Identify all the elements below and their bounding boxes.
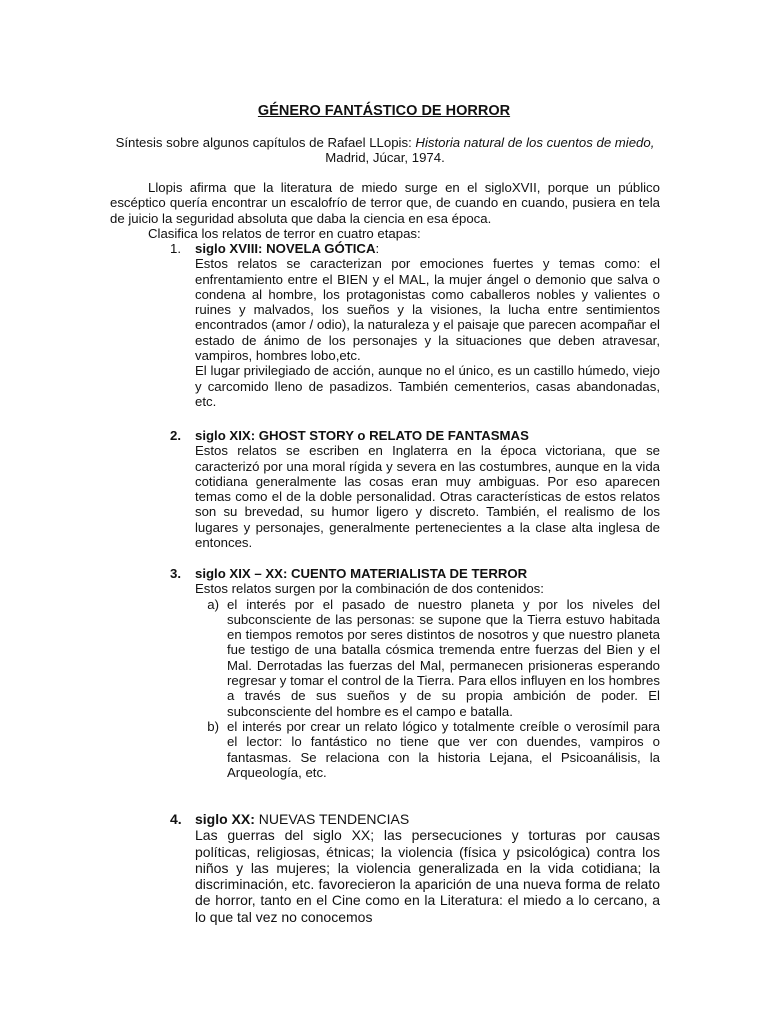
document-subtitle	[110, 135, 660, 166]
section-number: 1.	[170, 241, 181, 256]
section-number: 3.	[170, 566, 181, 581]
section-heading-text: siglo XVIII: NOVELA GÓTICA	[195, 241, 376, 256]
section-ghost-story	[170, 428, 660, 550]
list-item-letter: b)	[207, 718, 219, 734]
section-number: 2.	[170, 428, 181, 443]
document-title: GÉNERO FANTÁSTICO DE HORROR	[257, 103, 511, 119]
subtitle-suffix: Madrid, Júcar, 1974.	[325, 150, 445, 166]
section-paragraph: Estos relatos se caracterizan por emociones fuertes y temas como: el enfrentamiento entre el BIEN y el MAL, la mujer ángel o demonio que salva o condena al hombre, los protagonistas como caballeros nobles y valientes o ruines y malvados, los sueños y la visiones, la lucha entre sentimientos encontrados (amor / odio), la naturaleza y el paisaje que parecen acompañar el estado de ánimo de los personajes y la situaciones que deben atravesar, vampiros, hombres lobo,etc.	[195, 256, 660, 364]
intro-paragraph: Llopis afirma que la literatura de miedo surge en el sigloXVII, porque un público escéptico quería encontrar un escalofrío de terror que, de cuando en cuando, pusiera en tela de juicio la seguridad absoluta que daba la ciencia en esa época.	[110, 180, 660, 226]
section-materialist-horror	[170, 566, 660, 780]
section-paragraph: Las guerras del siglo XX; las persecuciones y torturas por causas políticas, religiosas, étnicas; la violencia (física y psicológica) contra los niños y las mujeres; la violencia generalizada en la vida cotidiana; la discriminación, etc. favorecieron la aparición de una nueva forma de relato de horror, tanto en el Cine como en la Literatura: el miedo a lo cercano, a lo que tal vez no conocemos	[195, 827, 660, 925]
list-item-text: el interés por crear un relato lógico y totalmente creíble o verosímil para el lector: lo fantástico no tiene que ver con duendes, vampiros o fantasmas. Se relaciona con la historia Lejana, el Psicoanálisis, la Arqueología, etc.	[227, 718, 660, 780]
list-item	[195, 597, 660, 719]
section-heading-text: siglo XIX: GHOST STORY o RELATO DE FANTASMAS	[195, 428, 529, 443]
section-heading-prefix: siglo XX:	[195, 811, 259, 827]
classification-lead: Clasifica los relatos de terror en cuatro etapas:	[148, 226, 421, 241]
subtitle-prefix: Síntesis sobre algunos capítulos de Rafael LLopis:	[115, 135, 416, 150]
section-heading-text: siglo XIX – XX: CUENTO MATERIALISTA DE TERROR	[195, 566, 528, 581]
section-new-trends	[170, 811, 660, 925]
section-heading-text: NUEVAS TENDENCIAS	[258, 811, 410, 827]
section-body	[195, 827, 660, 925]
section-gothic-novel	[170, 241, 660, 409]
section-heading	[170, 566, 660, 581]
section-heading-colon: :	[375, 241, 380, 256]
section-number: 4.	[170, 811, 182, 827]
section-heading	[170, 241, 660, 256]
section-lead: Estos relatos surgen por la combinación de dos contenidos:	[195, 581, 544, 597]
section-body	[195, 581, 660, 780]
list-item	[195, 719, 660, 780]
section-body	[195, 443, 660, 550]
subtitle-book-title: Historia natural de los cuentos de miedo,	[415, 135, 655, 150]
section-paragraph: Estos relatos se escriben en Inglaterra en la época victoriana, que se caracterizó por una moral rígida y severa en las costumbres, aunque en la vida cotidiana generalmente las cosas eran muy ambiguas. Por eso aparecen temas como el de la doble personalidad. Otras características de estos relatos son su brevedad, su humor ligero y discreto. También, el realismo de los lugares y personajes, generalmente pertenecientes a la clase alta inglesa de entonces.	[195, 443, 660, 551]
section-paragraph: El lugar privilegiado de acción, aunque no el único, es un castillo húmedo, viejo y carcomido lleno de pasadizos. También cementerios, casas abandonadas, etc.	[195, 363, 660, 409]
section-heading	[170, 811, 660, 827]
section-body	[195, 256, 660, 409]
section-heading	[170, 428, 660, 443]
list-item-text: el interés por el pasado de nuestro planeta y por los niveles del subconsciente de las personas: se supone que la Tierra estuvo habitada en tiempos remotos por seres distintos de nosotros y que nuestro planeta fue testigo de una batalla cósmica tremenda entre fuerzas del Bien y el Mal. Derrotadas las fuerzas del Mal, permanecen prisioneras esperando regresar y tomar el control de la Tierra. Para ellos influyen en los hombres a través de sus sueños y de su propia ambición de poder. El subconsciente del hombre es el campo e batalla.	[227, 596, 660, 719]
list-item-letter: a)	[207, 596, 219, 612]
